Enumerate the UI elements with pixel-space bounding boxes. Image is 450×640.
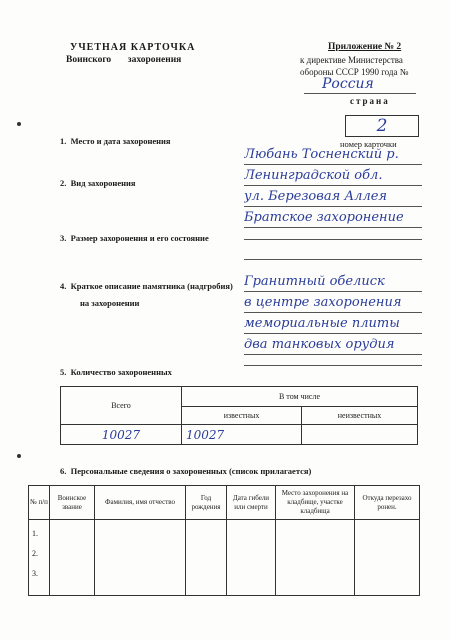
- col-header-death-date: Дата гибели или смерти: [227, 486, 276, 520]
- handwritten-place-line-2: Ленинградской обл.: [244, 167, 422, 186]
- col-header-rank: Воинское звание: [50, 486, 95, 520]
- known-value: 10027: [182, 425, 302, 445]
- rank-cell: [50, 520, 95, 596]
- table-row: 3.: [32, 569, 38, 578]
- handwritten-burial-type: Братское захоронение: [244, 209, 422, 228]
- birth-year-cell: [186, 520, 227, 596]
- directive-line-2: обороны СССР 1990 года №: [300, 67, 409, 77]
- unknown-value: [302, 425, 418, 445]
- col-header-name: Фамилия, имя отчество: [95, 486, 186, 520]
- table-row: 2.: [32, 549, 38, 558]
- card-number-label: номер карточки: [340, 139, 397, 149]
- col-header-number: № п/п: [29, 486, 50, 520]
- total-header: Всего: [61, 387, 182, 425]
- punch-hole-mark: [17, 122, 21, 126]
- persons-table: [28, 485, 420, 596]
- col-header-reburied-from: Откуда перезахо ронен.: [355, 486, 420, 520]
- including-header: В том числе: [182, 387, 418, 407]
- handwritten-monument-line-4: два танковых орудия: [244, 336, 422, 355]
- card-subtitle: Воинского захоронения: [66, 55, 182, 65]
- col-header-burial-place: Место захоронения на кладбище, участке кладбища: [276, 486, 355, 520]
- section-4-label: 4. Краткое описание памятника (надгробия): [60, 281, 233, 291]
- section-5-label: 5. Количество захороненных: [60, 367, 172, 377]
- country-label: страна: [350, 96, 390, 106]
- card-number-value: 2: [376, 116, 388, 136]
- section-3-label: 3. Размер захоронения и его состояние: [60, 233, 209, 243]
- card-number-box: [345, 115, 419, 137]
- card-title: УЧЕТНАЯ КАРТОЧКА: [70, 42, 196, 53]
- handwritten-monument-line-1: Гранитный обелиск: [244, 273, 422, 292]
- burials-count-table: [60, 386, 418, 445]
- handwritten-place-line-1: Любань Тосненский р.: [244, 146, 422, 165]
- known-header: известных: [182, 407, 302, 425]
- section-2-label: 2. Вид захоронения: [60, 178, 136, 188]
- blank-line: [244, 365, 422, 366]
- burial-place-cell: [276, 520, 355, 596]
- punch-hole-mark: [17, 454, 21, 458]
- name-cell: [95, 520, 186, 596]
- unknown-header: неизвестных: [302, 407, 418, 425]
- blank-line: [244, 239, 422, 240]
- section-4-label-cont: на захоронении: [80, 298, 140, 308]
- col-header-birth-year: Год рождения: [186, 486, 227, 520]
- handwritten-monument-line-3: мемориальные плиты: [244, 315, 422, 334]
- death-date-cell: [227, 520, 276, 596]
- blank-line: [244, 259, 422, 260]
- appendix-label: Приложение № 2: [328, 42, 402, 52]
- section-1-label: 1. Место и дата захоронения: [60, 136, 171, 146]
- directive-line-1: к директиве Министерства: [300, 55, 403, 65]
- country-value: Россия: [304, 76, 416, 94]
- handwritten-place-line-3: ул. Березовая Аллея: [244, 188, 422, 207]
- reburied-from-cell: [355, 520, 420, 596]
- row-numbers-cell: [29, 520, 50, 596]
- total-value: 10027: [61, 425, 182, 445]
- table-row: 1.: [32, 529, 38, 538]
- handwritten-monument-line-2: в центре захоронения: [244, 294, 422, 313]
- section-6-label: 6. Персональные сведения о захороненных (список прилагается): [60, 466, 312, 476]
